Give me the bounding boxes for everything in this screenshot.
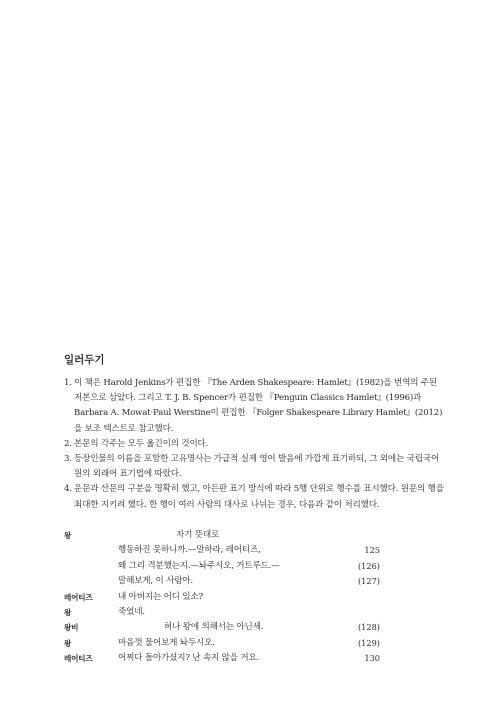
script-row	[64, 605, 444, 620]
line-number: (129)	[357, 637, 380, 648]
line-number: 130	[364, 653, 380, 664]
note-text: 이 책은 Harold Jenkins가 편집한 『The Arden Shakespeare: Hamlet』(1982)을 번역의 주된 저본으로 삼았다. 그리고 T. J. B. Spencer가 편집한 『Penguin Classics Hamlet』(1996)과 Barbara A. Mowat·Paul Werstine이 편집한 『Folger Shakespeare Library Hamlet』(2012)을 보조 텍스트로 참고했다.	[74, 378, 443, 434]
speaker-name: 레어티즈	[64, 592, 93, 602]
dialogue-line: 말해보게, 이 사람아.	[118, 576, 193, 587]
line-number: (126)	[357, 560, 380, 571]
speaker-name: 왕	[64, 638, 72, 648]
note-number: 1.	[64, 378, 72, 388]
script-example	[64, 528, 444, 667]
note-item	[64, 376, 444, 437]
line-number: (127)	[357, 576, 380, 587]
script-row	[64, 636, 444, 651]
dialogue-line: 마음껏 물어보게 놔두시오.	[118, 637, 215, 648]
note-number: 2.	[64, 438, 72, 449]
note-item	[64, 437, 444, 452]
dialogue-line: 자기 뜻대로	[176, 530, 220, 540]
script-row	[64, 528, 444, 543]
note-text: 등장인물의 이름을 포함한 고유명사는 가급적 실제 영어 발음에 가깝게 표기하되, 그 외에는 국립국어원의 외래어 표기법에 따랐다.	[74, 454, 440, 480]
notes-list	[64, 376, 444, 513]
dialogue-line: 어찌다 돌아가셨지? 난 속지 않을 거요.	[118, 653, 260, 664]
note-number: 4.	[64, 484, 72, 495]
note-item	[64, 482, 444, 512]
speaker-name: 왕	[64, 531, 72, 540]
dialogue-line: 허나 왕에 의해서는 아닌세.	[164, 622, 264, 633]
script-row	[64, 543, 444, 558]
dialogue-line: 왜 그리 격분했는지.—놔주시오, 거트루드.—	[118, 560, 280, 571]
notes-title: 일러두기	[64, 354, 105, 366]
dialogue-line: 내 아버지는 어디 있소?	[118, 591, 203, 602]
dialogue-line: 죽었네.	[118, 606, 145, 617]
script-row	[64, 559, 444, 574]
script-row	[64, 590, 444, 605]
line-number: (128)	[357, 622, 380, 633]
note-number: 3.	[64, 454, 72, 465]
speaker-name: 왕비	[64, 623, 79, 633]
speaker-name: 레어티즈	[64, 654, 93, 664]
line-number: 125	[364, 545, 380, 556]
script-row	[64, 574, 444, 589]
speaker-name: 왕	[64, 607, 72, 617]
dialogue-line: 행동하진 못하니까.—말하라, 레어티즈,	[118, 545, 261, 556]
note-text: 본문의 각주는 모두 옮긴이의 것이다.	[74, 438, 209, 449]
note-item	[64, 452, 444, 482]
script-row	[64, 620, 444, 635]
script-row	[64, 651, 444, 666]
note-text: 운문과 산문의 구분을 명확히 했고, 아든판 표기 방식에 따라 5행 단위로 행수를 표시했다. 원문의 행을 최대한 지키려 했다. 한 행이 여러 사람의 대사로 나뉘는 경우, 다음과 같이 처리했다.	[74, 484, 444, 510]
